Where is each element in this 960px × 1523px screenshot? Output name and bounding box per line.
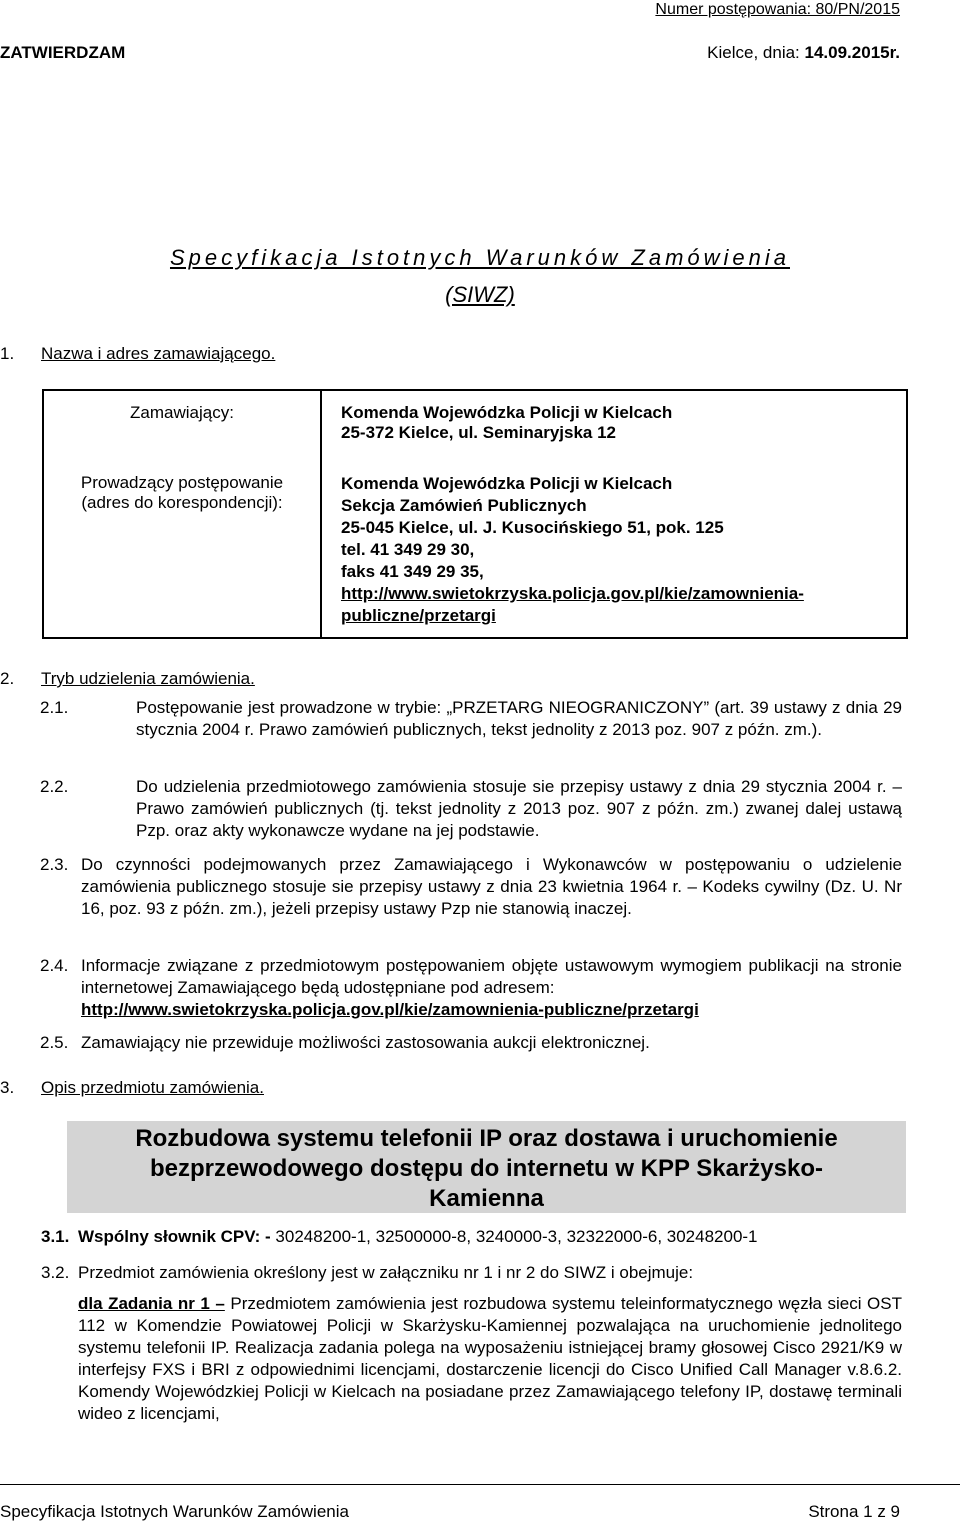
paragraph-number: 2.2. xyxy=(40,777,69,796)
paragraph-number: 2.3. xyxy=(40,855,69,874)
website-link-line[interactable]: http://www.swietokrzyska.policja.gov.pl/kie/zamownienia- xyxy=(341,584,804,603)
paragraph-number: 2.1. xyxy=(40,698,69,717)
paragraph-text: Przedmiot zamówienia określony jest w załączniku nr 1 i nr 2 do SIWZ i obejmuje: xyxy=(78,1263,694,1282)
section-2-heading xyxy=(0,669,255,689)
approve-label: ZATWIERDZAM xyxy=(0,43,126,62)
contracting-authority-table xyxy=(42,389,908,639)
paragraph-2-4 xyxy=(40,955,902,1021)
ordering-party-line: 25-372 Kielce, ul. Seminaryjska 12 xyxy=(341,423,617,442)
ordering-party-address xyxy=(341,403,672,443)
document-title: Specyfikacja Istotnych Warunków Zamówienia xyxy=(169,245,790,270)
paragraph-2-5 xyxy=(40,1032,902,1054)
paragraph-text: Informacje związane z przedmiotowym postępowaniem objęte ustawowym wymogiem publikacji na stronie internetowej Zamawiającego będą udostępniane pod adresem: xyxy=(81,956,902,997)
paragraph-2-1 xyxy=(40,697,902,741)
paragraph-text: Postępowanie jest prowadzone w trybie: „PRZETARG NIEOGRANICZONY” (art. 39 ustawy z dnia 29 stycznia 2004 r. Prawo zamówień publicznych, tekst jednolity z 2013 poz. 907 z późn. zm.). xyxy=(136,698,902,739)
correspondence-line: 25-045 Kielce, ul. J. Kusocińskiego 51, pok. 125 xyxy=(341,518,724,537)
correspondence-label-line: (adres do korespondencji): xyxy=(81,493,283,512)
paragraph-number: 3.2. xyxy=(41,1263,70,1282)
paragraph-text: Zamawiający nie przewiduje możliwości zastosowania aukcji elektronicznej. xyxy=(81,1033,650,1052)
cpv-codes: 30248200-1, 32500000-8, 3240000-3, 32322000-6, 30248200-1 xyxy=(275,1227,758,1246)
correspondence-line: tel. 41 349 29 30, xyxy=(341,540,475,559)
paragraph-3-1 xyxy=(41,1226,902,1248)
table-divider xyxy=(320,391,322,637)
correspondence-label xyxy=(44,473,320,513)
task-1-label: dla Zadania nr 1 – xyxy=(78,1294,225,1313)
section-1-label: Nazwa i adres zamawiającego. xyxy=(41,344,276,363)
correspondence-line: Sekcja Zamówień Publicznych xyxy=(341,496,587,515)
place-date-value: 14.09.2015r. xyxy=(804,43,900,62)
section-1-number: 1. xyxy=(0,344,15,363)
section-1-heading xyxy=(0,344,275,364)
correspondence-label-line: Prowadzący postępowanie xyxy=(80,473,284,492)
ordering-party-label: Zamawiający: xyxy=(130,403,234,422)
correspondence-address xyxy=(341,473,804,627)
paragraph-number: 2.5. xyxy=(40,1033,69,1052)
paragraph-2-2 xyxy=(40,776,902,842)
section-2-number: 2. xyxy=(0,669,15,688)
website-link-line[interactable]: publiczne/przetargi xyxy=(341,606,496,625)
website-link[interactable] xyxy=(341,583,804,627)
section-2-label: Tryb udzielenia zamówienia. xyxy=(41,669,255,688)
place-date-prefix: Kielce, dnia: xyxy=(707,43,805,62)
document-subtitle: (SIWZ) xyxy=(445,282,515,307)
contract-subject-line: Rozbudowa systemu telefonii IP oraz dostawa i uruchomienie xyxy=(135,1125,838,1152)
paragraph-number: 3.1. xyxy=(41,1227,70,1246)
contract-subject-line: Kamienna xyxy=(429,1185,544,1212)
contract-subject-box xyxy=(67,1121,906,1213)
paragraph-text: Do udzielenia przedmiotowego zamówienia stosuje sie przepisy ustawy z dnia 29 stycznia 2004 r. – Prawo zamówień publicznych (tj. tekst jednolity z 2013 poz. 907 z późn. zm.) zwanej dalej ustawą Pzp. oraz akty wykonawcze wydane na jej podstawie. xyxy=(136,777,902,840)
task-1-text: Przedmiotem zamówienia jest rozbudowa systemu teleinformatycznego węzła sieci OST 112 w Komendzie Powiatowej Policji w Skarżysku-Kamiennej pozwalająca na uruchomienie jednolitego systemu telefonii IP. Realizacja zadania polega na wyposażeniu istniejącej bramy głosowej Cisco 2921/K9 w interfejsy FXS i BRI z odpowiednimi licencjami, dostarczenie licencji do Cisco Unified Call Manager v.8.6.2. Komendy Wojewódzkiej Policji w Kielcach na posiadane przez Zamawiającego telefony IP, dostawę terminali wideo z licencjami, xyxy=(78,1294,902,1423)
correspondence-line: faks 41 349 29 35, xyxy=(341,562,484,581)
paragraph-3-2 xyxy=(41,1262,902,1284)
section-3-label: Opis przedmiotu zamówienia. xyxy=(41,1078,264,1097)
section-3-number: 3. xyxy=(0,1078,15,1097)
paragraph-2-3 xyxy=(40,854,902,920)
footer-title: Specyfikacja Istotnych Warunków Zamówienia xyxy=(0,1502,349,1521)
case-number: Numer postępowania: 80/PN/2015 xyxy=(655,1,900,18)
procurement-link[interactable]: http://www.swietokrzyska.policja.gov.pl/kie/zamownienia-publiczne/przetargi xyxy=(81,1000,699,1019)
ordering-party-line: Komenda Wojewódzka Policji w Kielcach xyxy=(341,403,673,422)
correspondence-line: Komenda Wojewódzka Policji w Kielcach xyxy=(341,474,673,493)
contract-subject-line: bezprzewodowego dostępu do internetu w KPP Skarżysko- xyxy=(150,1155,823,1182)
place-date xyxy=(707,43,900,63)
paragraph-text: Do czynności podejmowanych przez Zamawiającego i Wykonawców w postępowaniu o udzielenie zamówienia publicznego stosuje sie przepisy ustawy z dnia 23 kwietnia 1964 r. – Kodeks cywilny (Dz. U. Nr 16, poz. 93 z późn. zm.), jeżeli przepisy ustawy Pzp nie stanowią inaczej. xyxy=(81,855,902,918)
cpv-label: Wspólny słownik CPV: - xyxy=(78,1227,276,1246)
paragraph-number: 2.4. xyxy=(40,956,69,975)
footer-divider xyxy=(0,1484,960,1485)
page-number: Strona 1 z 9 xyxy=(808,1502,900,1521)
section-3-heading xyxy=(0,1078,264,1098)
task-1-description xyxy=(78,1293,902,1425)
